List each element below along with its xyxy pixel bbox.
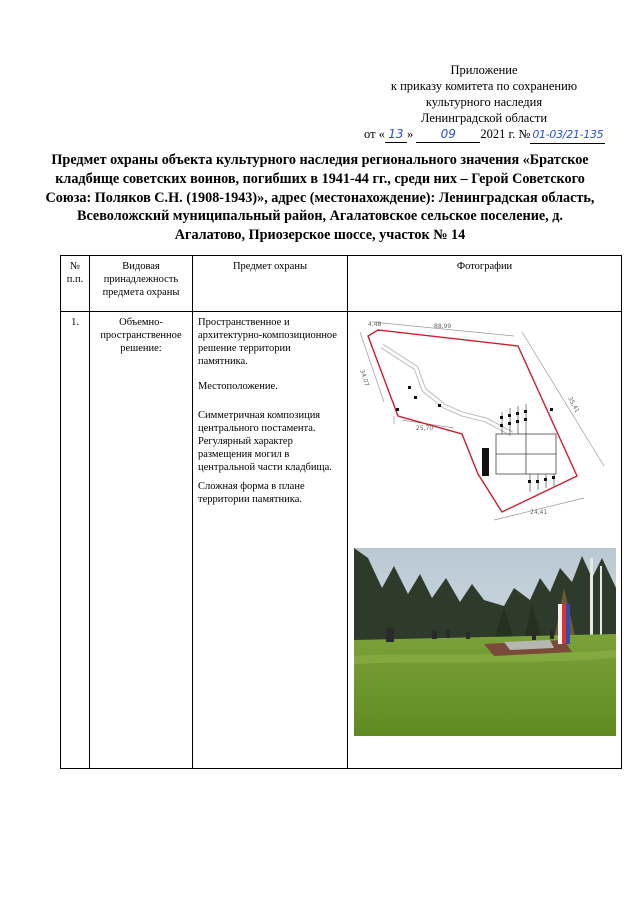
- header-type: Видовая принадлежность предмета охраны: [90, 256, 193, 312]
- table-row: [61, 312, 622, 769]
- protection-table: [60, 255, 622, 769]
- dim-right: 35,41: [566, 395, 581, 415]
- dim-inner: 25,70: [416, 425, 434, 432]
- order-month: 09: [416, 126, 480, 143]
- subject-item: Местоположение.: [198, 381, 278, 392]
- appendix-order-ref: к приказу комитета по сохранению: [390, 79, 578, 93]
- site-plan: [354, 316, 618, 528]
- header-photos: Фотографии: [348, 256, 622, 312]
- order-number: 01-03/21-135: [530, 127, 605, 144]
- row-num: 1.: [61, 312, 90, 769]
- site-plan-drawing: [354, 316, 618, 528]
- order-date-line: [364, 126, 604, 144]
- header-subject: Предмет охраны: [193, 256, 348, 312]
- dim-corner: 4,48: [368, 321, 382, 328]
- row-subject: [193, 312, 348, 769]
- row-type: Объемно-пространственное решение:: [90, 312, 193, 769]
- appendix-block: [364, 62, 604, 144]
- dim-left: 34,07: [358, 368, 371, 388]
- row-photos: [348, 312, 622, 769]
- cemetery-photo: [354, 548, 616, 736]
- header-num: № п.п.: [61, 256, 90, 312]
- dim-top: 88,99: [434, 323, 452, 330]
- cemetery-photo-image: [354, 548, 616, 736]
- appendix-heritage: культурного наследия: [425, 95, 543, 109]
- appendix-region: Ленинградской области: [420, 111, 548, 125]
- subject-item: Пространственное и архитектурно-композиционное решение территории памятника.: [198, 317, 337, 367]
- document-title: Предмет охраны объекта культурного наследия регионального значения «Братское кладбище советских воинов, погибших в 1941-44 гг., среди них – Герой Советского Союза: Поляков С.Н. (1908-1943)», адрес (местонахождение): Ленинградская область, Всеволожский муниципальный район, Агалатовское сельское поселение, д. Агалатово, Приозерское шоссе, участок № 14: [45, 152, 595, 244]
- order-day: 13: [385, 126, 407, 143]
- order-year: 2021 г. №: [480, 127, 531, 141]
- subject-item: Сложная форма в плане территории памятника.: [198, 481, 305, 505]
- subject-item: Симметричная композиция центрального постамента. Регулярный характер размещения могил в центральной части кладбища.: [198, 410, 332, 473]
- appendix-title: Приложение: [450, 63, 518, 77]
- table-header-row: [61, 256, 622, 312]
- order-sep: »: [406, 127, 414, 141]
- dim-bottom: 24,41: [530, 509, 548, 516]
- order-prefix: от «: [364, 127, 385, 141]
